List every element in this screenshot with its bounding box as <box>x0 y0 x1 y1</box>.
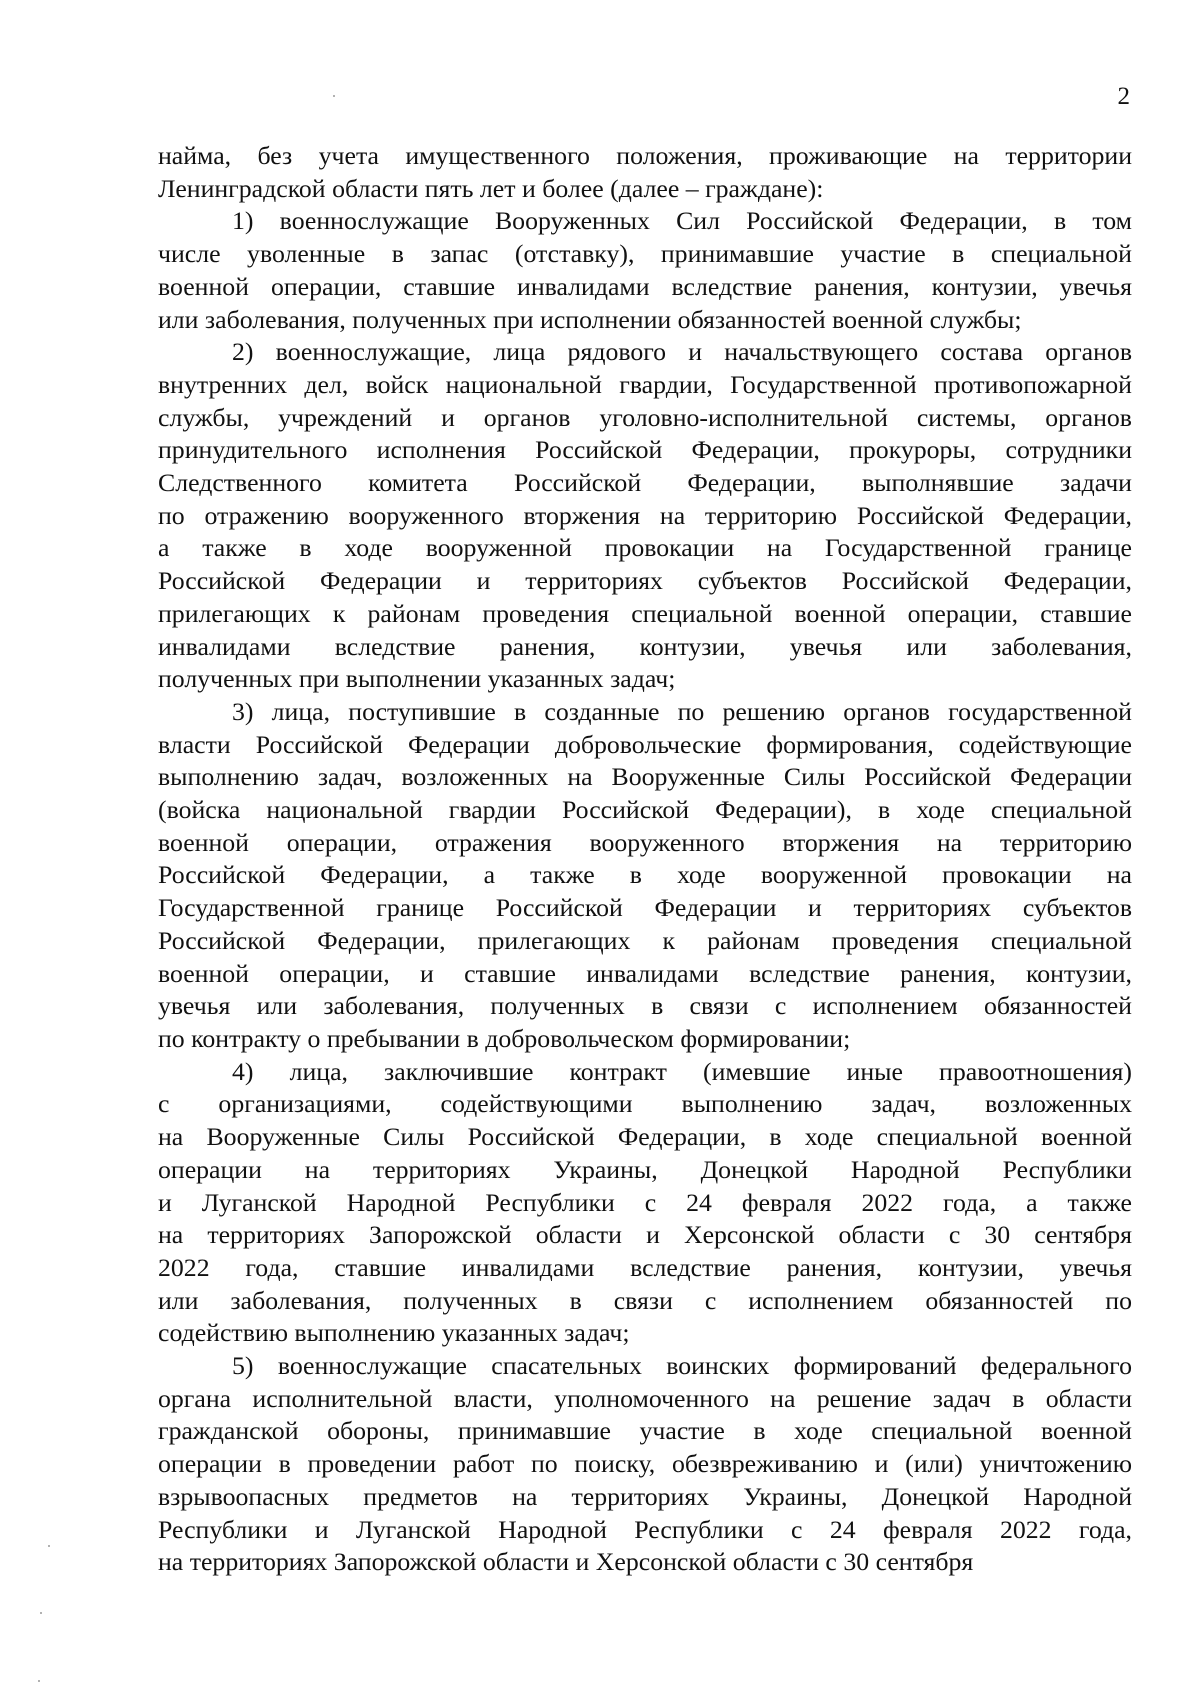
text-line: взрывоопасных предметов на территориях Украины, Донецкой Народной <box>158 1481 1132 1511</box>
text-line: Ленинградской области пять лет и более (далее – граждане): <box>158 173 824 203</box>
text-line: на Вооруженные Силы Российской Федерации, в ходе специальной военной <box>158 1122 1132 1152</box>
page-number: 2 <box>1117 83 1130 110</box>
text-line: содействию выполнению указанных задач; <box>158 1318 630 1348</box>
text-line: 3) лица, поступившие в созданные по решению органов государственной <box>232 696 1132 726</box>
scan-speck <box>40 1612 42 1614</box>
text-line: 5) военнослужащие спасательных воинских формирований федерального <box>232 1351 1132 1381</box>
text-line: Российской Федерации и территориях субъектов Российской Федерации, <box>158 566 1132 596</box>
paragraph <box>158 696 1132 1056</box>
text-line: найма, без учета имущественного положения, проживающие на территории <box>158 141 1132 170</box>
text-line: и Луганской Народной Республики с 24 февраля 2022 года, а также <box>158 1187 1132 1217</box>
text-line: 1) военнослужащие Вооруженных Сил Российской Федерации, в том <box>232 206 1132 236</box>
scan-speck <box>38 1680 40 1682</box>
text-line: власти Российской Федерации добровольческие формирования, содействующие <box>158 729 1132 759</box>
text-line: 4) лица, заключившие контракт (имевшие иные правоотношения) <box>232 1056 1132 1086</box>
text-line: 2022 года, ставшие инвалидами вследствие ранения, контузии, увечья <box>158 1252 1132 1282</box>
document-body <box>158 140 1132 1579</box>
text-line: прилегающих к районам проведения специальной военной операции, ставшие <box>158 598 1132 628</box>
paragraph <box>158 1056 1132 1350</box>
text-line: 2) военнослужащие, лица рядового и начальствующего состава органов <box>232 337 1132 367</box>
paragraph <box>158 1350 1132 1579</box>
scan-speck <box>48 1545 50 1547</box>
text-line: числе уволенные в запас (отставку), принимавшие участие в специальной <box>158 239 1132 269</box>
text-line: внутренних дел, войск национальной гвардии, Государственной противопожарной <box>158 369 1132 399</box>
text-line: или заболевания, полученных при исполнении обязанностей военной службы; <box>158 304 1022 334</box>
paragraph <box>158 205 1132 336</box>
text-line: по отражению вооруженного вторжения на территорию Российской Федерации, <box>158 500 1132 530</box>
text-line: на территориях Запорожской области и Херсонской области с 30 сентября <box>158 1547 974 1577</box>
text-line: выполнению задач, возложенных на Вооруженные Силы Российской Федерации <box>158 762 1132 792</box>
text-line: службы, учреждений и органов уголовно-исполнительной системы, органов <box>158 402 1132 432</box>
text-line: по контракту о пребывании в добровольческом формировании; <box>158 1023 851 1053</box>
text-line: полученных при выполнении указанных задач; <box>158 664 676 694</box>
text-line: Следственного комитета Российской Федерации, выполнявшие задачи <box>158 468 1132 498</box>
text-line: (войска национальной гвардии Российской Федерации), в ходе специальной <box>158 795 1132 825</box>
text-line: военной операции, и ставшие инвалидами вследствие ранения, контузии, <box>158 958 1132 988</box>
text-line: с организациями, содействующими выполнению задач, возложенных <box>158 1089 1132 1119</box>
text-line: инвалидами вследствие ранения, контузии, увечья или заболевания, <box>158 631 1132 661</box>
text-line: военной операции, ставшие инвалидами вследствие ранения, контузии, увечья <box>158 271 1132 301</box>
text-line: Республики и Луганской Народной Республики с 24 февраля 2022 года, <box>158 1514 1132 1544</box>
paragraph <box>158 140 1132 205</box>
text-line: Государственной границе Российской Федерации и территориях субъектов <box>158 893 1132 923</box>
text-line: операции в проведении работ по поиску, обезвреживанию и (или) уничтожению <box>158 1449 1132 1479</box>
text-line: органа исполнительной власти, уполномоченного на решение задач в области <box>158 1383 1132 1413</box>
text-line: увечья или заболевания, полученных в связи с исполнением обязанностей <box>158 991 1132 1021</box>
text-line: на территориях Запорожской области и Херсонской области с 30 сентября <box>158 1220 1132 1250</box>
text-line: или заболевания, полученных в связи с исполнением обязанностей по <box>158 1285 1132 1315</box>
text-line: принудительного исполнения Российской Федерации, прокуроры, сотрудники <box>158 435 1132 465</box>
text-line: Российской Федерации, а также в ходе вооруженной провокации на <box>158 860 1132 890</box>
text-line: а также в ходе вооруженной провокации на Государственной границе <box>158 533 1132 563</box>
text-line: гражданской обороны, принимавшие участие в ходе специальной военной <box>158 1416 1132 1446</box>
text-line: операции на территориях Украины, Донецкой Народной Республики <box>158 1154 1132 1184</box>
text-line: военной операции, отражения вооруженного вторжения на территорию <box>158 827 1132 857</box>
scan-speck <box>333 95 335 97</box>
text-line: Российской Федерации, прилегающих к районам проведения специальной <box>158 925 1132 955</box>
paragraph <box>158 336 1132 696</box>
